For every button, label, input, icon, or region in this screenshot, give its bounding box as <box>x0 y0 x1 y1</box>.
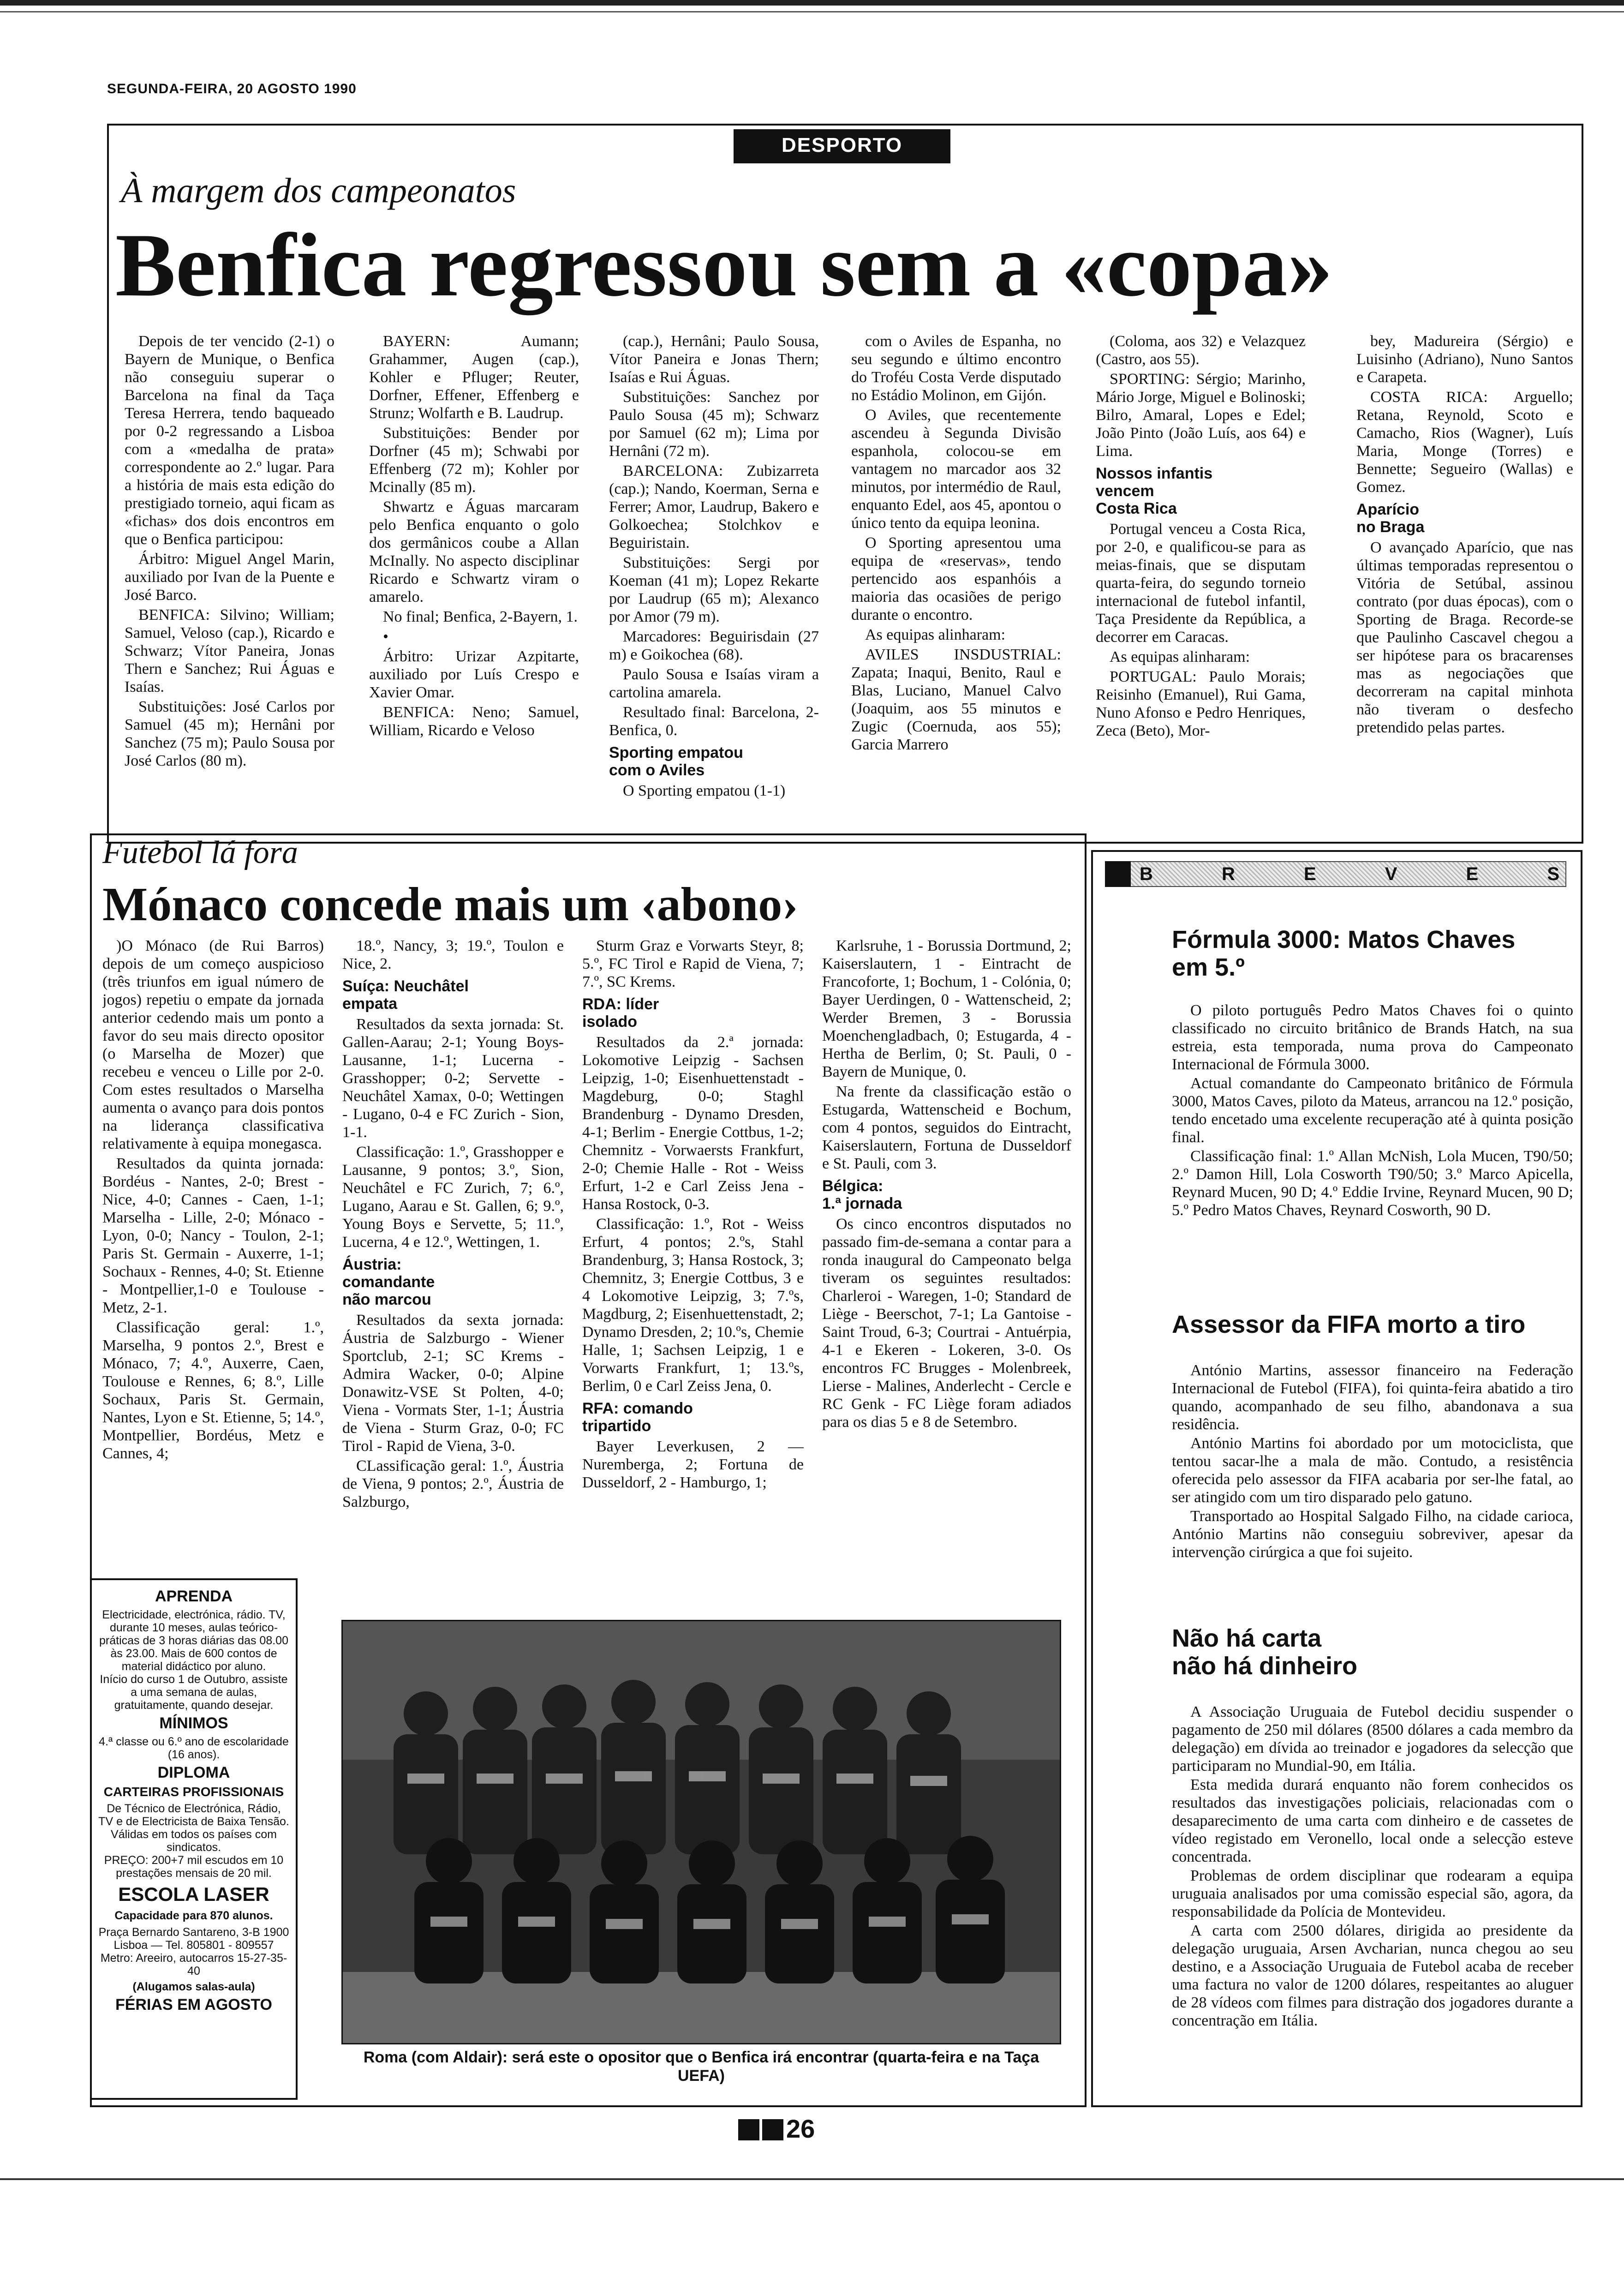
subheading-line: Bélgica: <box>822 1177 884 1195</box>
brief-body <box>1172 1361 1573 1624</box>
paragraph: Resultados da sexta jornada: St. Gallen-Aarau; 2-1; Young Boys-Lausanne, 1-1; Lucerna - Grasshopper; 0-2; Servette - Neuchâtel Xamax, 0-0; Wettingen - Lugano, 0-4 e FC Zurich - Sion, 1-1. <box>342 1016 564 1141</box>
ad-heading: ESCOLA LASER <box>118 1883 269 1905</box>
brief-paragraph: A carta com 2500 dólares, dirigida ao presidente da delegação uruguaia, Arsen Avcharian, nunca chegou ao seu destino, e a Associação Uruguaia de Futebol acaba de receber uma factura no valor de 1200 dólares, respeitantes ao aluguer de 28 vídeos com filmes para distração dos jogadores durante a concentração em Itália. <box>1172 1922 1573 2029</box>
subheading-line: com o Aviles <box>609 761 705 779</box>
paragraph: (cap.), Hernâni; Paulo Sousa, Vítor Paneira e Jonas Thern; Isaías e Rui Águas. <box>609 333 819 386</box>
breves-letter: E <box>1466 863 1479 884</box>
paragraph: O avançado Aparício, que nas últimas temporadas representou o Vitória de Setúbal, assinou contrato (por duas épocas), com o Sporting de Braga. Recorde-se que Paulinho Cascavel chegou a ser hipótese para os bracarenses mas as negociações que decorreram na capital minhota não tiveram o desfecho pretendido pelas partes. <box>1356 539 1573 736</box>
breves-letter: V <box>1385 863 1397 884</box>
subheading-line: Nossos infantis <box>1096 465 1213 482</box>
brief-paragraph: Classificação final: 1.º Allan McNish, Lola Mucen, T90/50; 2.º Damon Hill, Lola Cosworth T90/50; 3.º Marco Apicella, Reynard Mucen, 90 D; 4.º Eddie Irvine, Reynard Mucen, 90 D; 5.º Pedro Matos Chaves, Reynard Cosworth, 90 D. <box>1172 1148 1573 1219</box>
paragraph: Os cinco encontros disputados no passado fim-de-semana a contar para a ronda inaugural do Campeonato belga tiveram os seguintes resultados: Charleroi - Waregen, 1-0; Standard de Liège - Beerschot, 7-1; La Gantoise - Saint Troud, 6-3; Courtrai - Antuérpia, 4-1 e Ekeren - Lokeren, 3-0. Os encontros FC Brugges - Molenbreek, Lierse - Malines, Anderlecht - Cercle e RC Genk - FC Liège foram adiados para os dias 5 e 8 de Setembro. <box>822 1216 1071 1431</box>
brief-title-line: Fórmula 3000: Matos Chaves <box>1172 926 1516 953</box>
subheading-line: Aparício <box>1356 501 1420 518</box>
paragraph: Depois de ter vencido (2-1) o Bayern de Munique, o Benfica não conseguiu superar o Barcelona na final da Taça Teresa Herrera, tendo baqueado por 0-2 regressando a Lisboa com a «medalha de prata» correspondente ao 2.º lugar. Para a história de mais esta edição do prestigiado torneio, aqui ficam as «fichas» dos dois encontros em que o Benfica participou: <box>125 333 334 548</box>
brief-title <box>1172 926 1573 981</box>
paragraph: Bayer Leverkusen, 2 — Nuremberga, 2; Fortuna de Dusseldorf, 2 - Hamburgo, 1; <box>582 1438 804 1491</box>
paragraph: Substituições: Sergi por Koeman (41 m); Lopez Rekarte por Laudrup (65 m); Alexanco por Amor (79 m). <box>609 554 819 625</box>
subheading <box>609 744 819 779</box>
brief-title-line: Assessor da FIFA morto a tiro <box>1172 1311 1526 1338</box>
breves-square <box>1105 861 1131 887</box>
paragraph: BENFICA: Neno; Samuel, William, Ricardo e Veloso <box>369 704 579 739</box>
subheading <box>582 1400 804 1435</box>
subheading-line: não marcou <box>342 1291 431 1308</box>
subheading-line: 1.ª jornada <box>822 1195 902 1212</box>
paragraph: CLassificação geral: 1.º, Áustria de Viena, 9 pontos; 2.º, Áustria de Salzburgo, <box>342 1457 564 1510</box>
ad-heading: CARTEIRAS PROFISSIONAIS <box>103 1785 284 1799</box>
ad-text: 4.ª classe ou 6.º ano de escolaridade (16 anos). <box>99 1735 289 1761</box>
ad-text: Capacidade para 870 alunos. <box>114 1909 273 1922</box>
paragraph: • <box>383 628 388 645</box>
brief-body <box>1172 1001 1573 1278</box>
breves-label <box>1135 861 1564 887</box>
paragraph: BAYERN: Aumann; Grahammer, Augen (cap.), Kohler e Pfluger; Reuter, Dorfner, Effener, Effenberg e Strunz; Wolfarth e B. Laudrup. <box>369 333 579 422</box>
paragraph: As equipas alinharam: <box>1110 648 1250 665</box>
team-photo-image <box>343 1621 1061 2044</box>
subheading <box>582 995 804 1031</box>
story2-headline: Mónaco concede mais um ‹abono› <box>102 878 798 931</box>
brief-paragraph: Transportado ao Hospital Salgado Filho, na cidade carioca, António Martins não conseguiu sobreviver, apesar da intervenção cirúrgica a que foi sujeito. <box>1172 1508 1573 1561</box>
story1-column <box>1356 332 1573 835</box>
subheading-line: comandante <box>342 1273 435 1291</box>
page-number <box>738 2114 815 2144</box>
paragraph: )O Mónaco (de Rui Barros) depois de um começo auspicioso (três triunfos em igual número de jogos) repetiu o empate da jornada anterior cedendo mais um ponto a favor do seu mais directo opositor (o Marselha de Mozer) que recebeu e venceu o Lille por 2-0. Com estes resultados o Marselha aumenta o avanço para dois pontos na liderança classificativa relativamente à equipa monegasca. <box>102 937 324 1152</box>
story2-column <box>342 937 564 1615</box>
brief-paragraph: António Martins foi abordado por um motociclista, que tentou sacar-lhe a mala de mão. Contudo, a resistência oferecida pelo assessor da FIFA acabaria por ser-lhe fatal, ao ser atingido com um tiro disparado pelo gatuno. <box>1172 1435 1573 1506</box>
breves-letter: B <box>1140 863 1153 884</box>
ad-text: Electricidade, electrónica, rádio. TV, durante 10 meses, aulas teórico-práticas de 3 horas diárias das 08.00 às 23.00. Mais de 600 contos de material didáctico por aluno. <box>99 1608 288 1673</box>
ad-text: (Alugamos salas-aula) <box>132 1980 255 1993</box>
paragraph: BENFICA: Silvino; William; Samuel, Veloso (cap.), Ricardo e Schwarz; Vítor Paneira, Jonas Thern e Sanchez; Rui Águas e Isaías. <box>125 606 334 695</box>
subheading <box>1356 501 1573 536</box>
paragraph: Resultados da quinta jornada: Bordéus - Nantes, 2-0; Brest - Nice, 4-0; Cannes - Caen, 1-1; Marselha - Lille, 2-0; Mónaco - Lyon, 0-0; Nancy - Toulon, 2-1; Paris St. Germain - Auxerre, 1-1; Sochaux - Rennes, 4-0; St. Etienne - Montpellier,1-0 e Toulouse - Metz, 2-1. <box>102 1155 324 1316</box>
paragraph: O Sporting empatou (1-1) <box>623 782 786 799</box>
brief-paragraph: A Associação Uruguaia de Futebol decidiu suspender o pagamento de 250 mil dólares (8500 dólares a cada membro da delegação) em dívida ao treinador e jogadores da selecção que participaram no Mundial-90, em Itália. <box>1172 1703 1573 1774</box>
paragraph: com o Aviles de Espanha, no seu segundo e último encontro do Troféu Costa Verde disputado no Estádio Molinon, em Gijón. <box>851 333 1061 404</box>
paragraph: Árbitro: Urizar Azpitarte, auxiliado por Luís Crespo e Xavier Omar. <box>369 648 579 701</box>
paragraph: bey, Madureira (Sérgio) e Luisinho (Adriano), Nuno Santos e Carapeta. <box>1356 333 1573 386</box>
brief-paragraph: Esta medida durará enquanto não forem conhecidos os resultados das investigações policiais, relacionadas com o desaparecimento de uma carta com dinheiro e de cassetes de vídeo registado em Veronello, local onde a selecção esteve concentrada. <box>1172 1776 1573 1865</box>
subheading-line: Áustria: <box>342 1256 402 1273</box>
breves-letter: R <box>1221 863 1235 884</box>
story2-column <box>102 937 324 1569</box>
paragraph: Paulo Sousa e Isaías viram a cartolina amarela. <box>609 666 819 701</box>
ad-text: PREÇO: 200+7 mil escudos em 10 prestações mensais de 20 mil. <box>104 1854 284 1880</box>
subheading-line: Suíça: Neuchâtel <box>342 977 469 995</box>
paragraph: Sturm Graz e Vorwarts Steyr, 8; 5.º, FC Tirol e Rapid de Viena, 7; 7.º, SC Krems. <box>582 937 804 990</box>
paragraph: AVILES INSDUSTRIAL: Zapata; Inaqui, Benito, Raul e Blas, Luciano, Manuel Calvo (Joaquim, aos 55 minutos e Zugic (Coernuda, aos 55); Garcia Marrero <box>851 646 1061 753</box>
story1-kicker: À margem dos campeonatos <box>121 171 516 210</box>
paragraph: Shwartz e Águas marcaram pelo Benfica enquanto o golo dos germânicos coube a Allan McInally. No aspecto disciplinar Ricardo e Schwartz viram o amarelo. <box>369 498 579 605</box>
story1-column <box>851 332 1061 835</box>
brief-title-line: em 5.º <box>1172 953 1245 981</box>
team-photo <box>341 1620 1061 2044</box>
story2-column <box>582 937 804 1615</box>
subheading-line: no Braga <box>1356 518 1425 536</box>
subheading-line: isolado <box>582 1013 638 1031</box>
paragraph: Portugal venceu a Costa Rica, por 2-0, e qualificou-se para as meias-finais, que se disputam quarta-feira, do segundo torneio internacional de futebol infantil, Taça Presidente da República, a decorrer em Caracas. <box>1096 521 1306 646</box>
paragraph: BARCELONA: Zubizarreta (cap.); Nando, Koerman, Serna e Ferrer; Amor, Laudrup, Bakero e Golkoechea; Stolchkov e Beguiristain. <box>609 462 819 551</box>
brief-title <box>1172 1311 1573 1338</box>
ad-heading: APRENDA <box>155 1588 233 1605</box>
subheading-line: RDA: líder <box>582 995 659 1013</box>
paragraph: Classificação geral: 1.º, Marselha, 9 pontos 2.º, Brest e Mónaco, 7; 4.º, Auxerre, Caen, Toulouse e Rennes, 6; 8.º, Lille Sochaux, Paris St. Germain, Nantes, Lyon e St. Etienne, 5; 14.º, Montpellier, Bordéus, Metz e Cannes, 4; <box>102 1319 324 1462</box>
publication-logo-icon <box>738 2119 759 2140</box>
story2-kicker: Futebol lá fora <box>102 835 298 870</box>
brief-paragraph: António Martins, assessor financeiro na Federação Internacional de Futebol (FIFA), foi quinta-feira abatido a tiro quando, acompanhado de seu filho, abandonava a sua residência. <box>1172 1362 1573 1433</box>
paragraph: SPORTING: Sérgio; Marinho, Mário Jorge, Miguel e Bolinoski; Bilro, Amaral, Lopes e Edel; João Pinto (João Luís, aos 64) e Lima. <box>1096 371 1306 460</box>
section-rule <box>734 162 950 163</box>
story1-headline: Benfica regressou sem a «copa» <box>115 215 1333 315</box>
brief-paragraph: Actual comandante do Campeonato britânico de Fórmula 3000, Matos Caves, piloto da Mateus, arrancou na 12.º posição, tendo encetado uma excelente recuperação até à quinta posição final. <box>1172 1075 1573 1146</box>
ad-text: Praça Bernardo Santareno, 3-B 1900 Lisboa — Tel. 805801 - 809557 <box>98 1926 289 1952</box>
brief-title-line: Não há carta <box>1172 1624 1322 1652</box>
paragraph: Substituições: Bender por Dorfner (45 m); Schwabi por Effenberg (72 m); Kohler por Mcinally (85 m). <box>369 425 579 496</box>
subheading-line: Costa Rica <box>1096 500 1177 517</box>
subheading-line: RFA: comando <box>582 1400 693 1417</box>
publication-logo-icon <box>762 2119 783 2140</box>
ad-heading: DIPLOMA <box>157 1764 230 1781</box>
paragraph: Na frente da classificação estão o Estugarda, Wattenscheid e Bochum, com 4 pontos, seguidos do Eintracht, Kaiserslautern, Fortuna de Dusseldorf e St. Pauli, com 3. <box>822 1083 1071 1172</box>
ad-text: Metro: Areeiro, autocarros 15-27-35-40 <box>100 1952 287 1977</box>
top-border-thin <box>0 11 1624 12</box>
ad-heading: MÍNIMOS <box>159 1714 228 1732</box>
subheading <box>342 1256 564 1308</box>
paragraph: No final; Benfica, 2-Bayern, 1. <box>383 608 578 625</box>
top-border <box>0 0 1624 6</box>
paragraph: Marcadores: Beguirisdain (27 m) e Goikochea (68). <box>609 628 819 663</box>
page-number-text: 26 <box>786 2114 815 2143</box>
story1-column <box>369 332 579 835</box>
paragraph: COSTA RICA: Arguello; Retana, Reynold, Scoto e Camacho, Rios (Wagner), Luís Maria, Monge (Torres) e Bennette; Segueiro (Wallas) e Gomez. <box>1356 389 1573 496</box>
paragraph: O Sporting apresentou uma equipa de «reservas», tendo pertencido aos espanhóis a maioria das ocasiões de perigo durante o encontro. <box>851 534 1061 623</box>
section-label: DESPORTO <box>734 129 950 162</box>
subheading <box>822 1177 1071 1212</box>
subheading-line: empata <box>342 995 398 1013</box>
photo-caption: Roma (com Aldair): será este o opositor que o Benfica irá encontrar (quarta-feira e na Taça UEFA) <box>363 2049 1039 2085</box>
paragraph: Substituições: Sanchez por Paulo Sousa (45 m); Schwarz por Samuel (62 m); Lima por Hernâni (72 m). <box>609 389 819 460</box>
ad-heading: FÉRIAS EM AGOSTO <box>115 1996 273 2013</box>
paragraph: Substituições: José Carlos por Samuel (45 m); Hernâni por Sanchez (75 m); Paulo Sousa por José Carlos (80 m). <box>125 698 334 769</box>
bottom-border <box>0 2178 1624 2180</box>
story1-column <box>125 332 334 835</box>
paragraph: Resultados da 2.ª jornada: Lokomotive Leipzig - Sachsen Leipzig, 1-0; Eisenhuettenstadt - Magdeburg, 0-0; Staghl Brandenburg - Dynamo Dresden, 4-1; Berlim - Energie Cottbus, 1-2; Chemnitz - Vorwaersts Frankfurt, 2-0; Chemie Halle - Rot - Weiss Erfurt, 1-2 e Carl Zeiss Jena - Hansa Rostock, 0-3. <box>582 1034 804 1213</box>
paragraph: 18.º, Nancy, 3; 19.º, Toulon e Nice, 2. <box>342 937 564 972</box>
subheading-line: tripartido <box>582 1417 651 1435</box>
paragraph: Classificação: 1.º, Rot - Weiss Erfurt, 4 pontos; 2.ºs, Stahl Brandenburg, 3; Hansa Rostock, 3; Chemnitz, 3; Energie Cottbus, 3 e 4 Lokomotive Leipzig, 3; 7.ºs, Magdburg, 2; Eisenhuettenstadt, 2; Dynamo Dresden, 2; 10.ºs, Chemie Halle, 1; Sachsen Leipzig, 1 e Vorwarts Frankfurt, 1; 13.ºs, Berlim, 0 e Carl Zeiss Jena, 0. <box>582 1216 804 1395</box>
paragraph: Árbitro: Miguel Angel Marin, auxiliado por Ivan de la Puente e José Barco. <box>125 551 334 604</box>
brief-title-line: não há dinheiro <box>1172 1652 1358 1680</box>
story1-column <box>609 332 819 835</box>
paragraph: Resultado final: Barcelona, 2-Benfica, 0. <box>609 704 819 739</box>
breves-letter: E <box>1303 863 1316 884</box>
brief-title <box>1172 1624 1573 1680</box>
paragraph: As equipas alinharam: <box>865 626 1006 643</box>
subheading-line: vencem <box>1096 482 1154 500</box>
paragraph: Resultados da sexta jornada: Áustria de Salzburgo - Wiener Sportclub, 2-1; SC Krems - Admira Wacker, 0-0; Alpine Donawitz-VSE St Polten, 4-0; Viena - Vormats Ster, 1-1; Áustria de Viena - Sturm Graz, 0-0; FC Tirol - Rapid de Viena, 3-0. <box>342 1312 564 1455</box>
dateline: SEGUNDA-FEIRA, 20 AGOSTO 1990 <box>107 81 357 96</box>
brief-paragraph: Problemas de ordem disciplinar que rodearam a equipa uruguaia analisados por uma comissão especial são, agora, da responsabilidade da Polícia de Montevideu. <box>1172 1867 1573 1920</box>
advert-escola-laser <box>90 1578 298 2100</box>
story2-column <box>822 937 1071 1615</box>
paragraph: O Aviles, que recentemente ascendeu à Segunda Divisão espanhola, colocou-se em vantagem no marcador aos 32 minutos, por intermédio de Raul, enquanto Edel, aos 45, apontou o único tento da equipa leonina. <box>851 407 1061 532</box>
paragraph: PORTUGAL: Paulo Morais; Reisinho (Emanuel), Rui Gama, Nuno Afonso e Pedro Henriques, Zeca (Beto), Mor- <box>1096 668 1306 739</box>
ad-text: De Técnico de Electrónica, Rádio, TV e de Electricista de Baixa Tensão. Válidas em todos os países com sindicatos. <box>98 1802 289 1854</box>
story1-column <box>1096 332 1306 835</box>
breves-letter: S <box>1547 863 1559 884</box>
brief-body <box>1172 1703 1573 2100</box>
subheading <box>1096 465 1306 517</box>
subheading <box>342 977 564 1013</box>
paragraph: Classificação: 1.º, Grasshopper e Lausanne, 9 pontos; 3.º, Sion, Neuchâtel e FC Zurich, 7; 6.º, Lugano, Aarau e St. Gallen, 6; 9.º, Young Boys e Servette, 5; 11.º, Lucerna, 4 e 12.º, Wettingen, 1. <box>342 1144 564 1251</box>
paragraph: Karlsruhe, 1 - Borussia Dortmund, 2; Kaiserslautern, 1 - Eintracht de Francoforte, 1; Bochum, 1 - Colónia, 0; Bayer Uerdingen, 0 - Wattenscheid, 2; Werder Bremen, 3 - Borussia Moenchengladbach, 0; Estugarda, 4 - Hertha de Berlim, 0; St. Pauli, 0 - Bayern de Munique, 0. <box>822 937 1071 1080</box>
paragraph: (Coloma, aos 32) e Velazquez (Castro, aos 55). <box>1096 333 1306 368</box>
subheading-line: Sporting empatou <box>609 744 743 761</box>
brief-paragraph: O piloto português Pedro Matos Chaves foi o quinto classificado no circuito britânico de Brands Hatch, na sua estreia, esta temporada, numa prova do Campeonato Internacional de Fórmula 3000. <box>1172 1002 1573 1073</box>
ad-text: Início do curso 1 de Outubro, assiste a uma semana de aulas, gratuitamente, quando desejar. <box>100 1673 288 1712</box>
